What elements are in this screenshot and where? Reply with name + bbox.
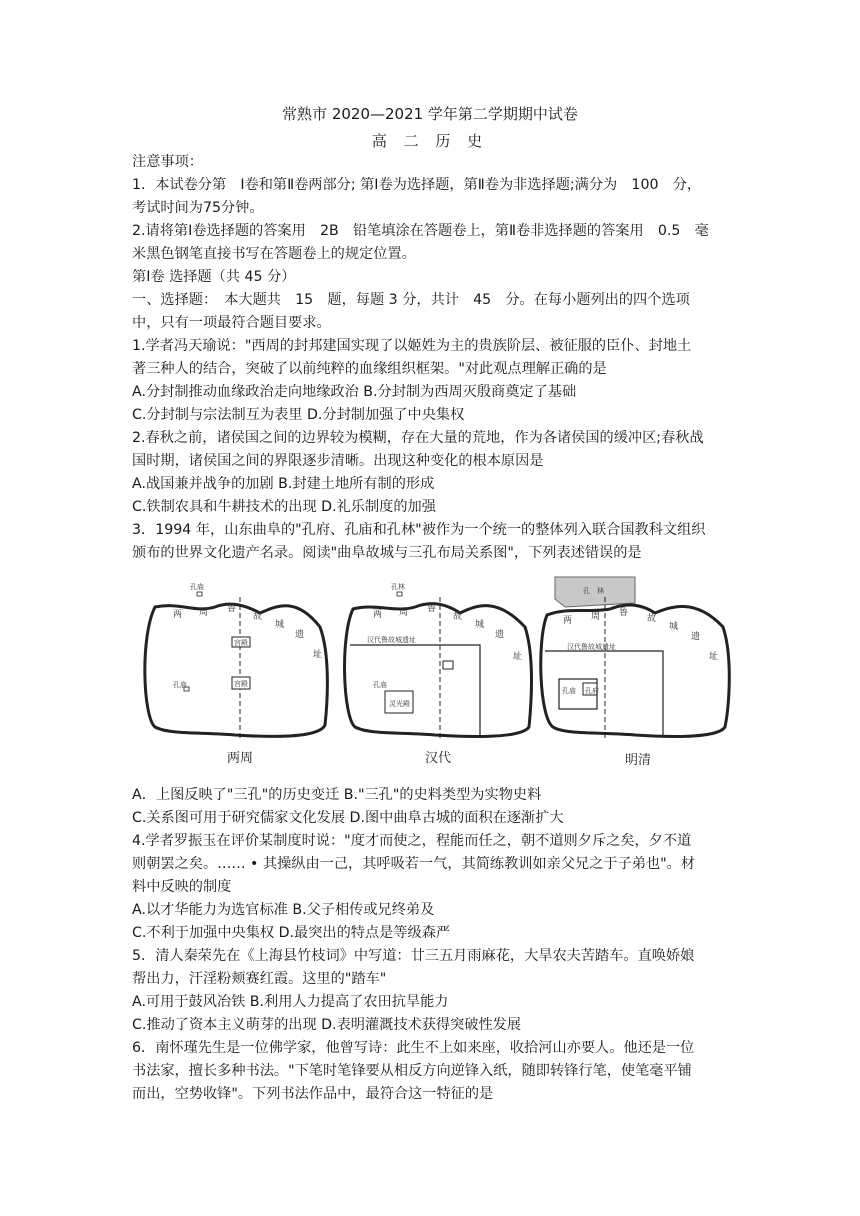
map-label: 周 xyxy=(399,608,409,618)
map-label: 遗 xyxy=(691,632,701,642)
text-line: 中，只有一项最符合题目要求。 xyxy=(132,315,331,331)
text-line: 颁布的世界文化遗产名录。阅读"曲阜故城与三孔布局关系图"，下列表述错误的是 xyxy=(132,545,642,561)
map-label: 址 xyxy=(513,652,523,662)
option-line: C.关系图可用于研究儒家文化发展 D.图中曲阜古城的面积在逐渐扩大 xyxy=(132,810,564,826)
map-label: 孔庙 xyxy=(373,681,387,689)
map-label: 两 xyxy=(173,610,183,620)
map-label: 孔庙 xyxy=(562,687,576,695)
question-5: 5．清人秦荣先在《上海县竹枝词》中写道：廿三五月雨麻花，大旱农夫苦踏车。直唤娇娘 xyxy=(132,948,695,964)
text-line: 注意事项： xyxy=(132,154,203,170)
label-kongmiao-top: 孔庙 xyxy=(190,583,204,591)
text-line: 料中反映的制度 xyxy=(132,879,232,895)
panel-handai xyxy=(345,582,532,766)
question-4: 4.学者罗振玉在评价某制度时说："度才而使之，程能而任之，朝不道则夕斥之矣，夕不道 xyxy=(132,833,692,849)
map-label: 址 xyxy=(313,650,323,660)
text-line: 著三种人的结合，突破了以前纯粹的血缘组织框架。"对此观点理解正确的是 xyxy=(132,361,607,377)
option-line: C.分封制与宗法制互为表里 D.分封制加强了中央集权 xyxy=(132,407,465,423)
option-line: C.推动了资本主义萌芽的出现 D.表明灌溉技术获得突破性发展 xyxy=(132,1017,522,1033)
map-label: 故 xyxy=(647,614,657,624)
map-label: 宫殿 xyxy=(234,680,248,688)
map-label: 汉代鲁故城遗址 xyxy=(367,636,416,644)
caption-handai: 汉代 xyxy=(425,751,452,766)
text-line: 帮出力，汗淫粉颊赛红霞。这里的"踏车" xyxy=(132,971,387,987)
map-label: 遗 xyxy=(495,630,505,640)
map-label: 孔 林 xyxy=(583,587,604,595)
text-line: 考试时间为75分钟。 xyxy=(132,200,264,216)
exam-subject: 高 二 历 史 xyxy=(371,132,489,150)
section-heading: 第Ⅰ卷 选择题（共 45 分） xyxy=(132,269,296,285)
text-line: 书法家，擅长多种书法。"下笔时笔锋要从相反方向逆锋入纸，随即转锋行笔，使笔毫平铺 xyxy=(132,1063,692,1079)
map-label: 故 xyxy=(453,612,463,622)
text-line: 国时期，诸侯国之间的界限逐步清晰。出现这种变化的根本原因是 xyxy=(132,453,544,469)
text-line: 1．本试卷分第 Ⅰ卷和第Ⅱ卷两部分; 第Ⅰ卷为选择题，第Ⅱ卷为非选择题;满分为 100 分， xyxy=(132,177,702,193)
option-line: C.铁制农具和牛耕技术的出现 D.礼乐制度的加强 xyxy=(132,499,436,515)
caption-liangzhou: 两周 xyxy=(227,751,254,766)
map-label: 汉代鲁故城遗址 xyxy=(567,643,616,651)
map-label: 周 xyxy=(199,608,209,618)
text-line: 而出，空势收锋"。下列书法作品中，最符合这一特征的是 xyxy=(132,1086,494,1102)
option-line: A．上图反映了"三孔"的历史变迁 B."三孔"的史料类型为实物史料 xyxy=(132,787,542,803)
map-label: 两 xyxy=(373,610,383,620)
map-label: 鲁 xyxy=(619,608,629,618)
panel-liangzhou xyxy=(145,582,328,766)
map-label: 宫殿 xyxy=(234,639,248,647)
option-line: C.不利于加强中央集权 D.最突出的特点是等级森严 xyxy=(132,925,451,941)
map-label: 鲁 xyxy=(227,604,237,614)
question-3: 3．1994 年，山东曲阜的"孔府、孔庙和孔林"被作为一个统一的整体列入联合国教科文组织 xyxy=(132,522,706,538)
option-line: A.以才华能力为选官标准 B.父子相传或兄终弟及 xyxy=(132,902,435,918)
qufu-layout-figure xyxy=(135,567,733,779)
map-label: 遗 xyxy=(295,630,305,640)
caption-mingqing: 明清 xyxy=(625,753,652,768)
question-1: 1.学者冯天瑜说："西周的封邦建国实现了以姬姓为主的贵族阶层、被征服的臣仆、封地土 xyxy=(132,338,692,354)
option-line: A.可用于鼓风冶铁 B.利用人力提高了农田抗旱能力 xyxy=(132,994,449,1010)
panel-mingqing xyxy=(541,577,730,768)
text-line: 则朝罢之矣。…… • 其操纵由一己，其呼吸若一气，其简练教训如亲父兄之于子弟也"。材 xyxy=(132,856,696,872)
map-label: 城 xyxy=(669,622,679,632)
map-label: 周 xyxy=(591,612,601,622)
map-label: 孔庙 xyxy=(173,681,187,689)
map-label: 城 xyxy=(275,620,285,630)
map-label: 址 xyxy=(709,652,719,662)
exam-title: 常熟市 2020—2021 学年第二学期期中试卷 xyxy=(282,105,578,123)
map-label: 城 xyxy=(475,620,485,630)
text-line: 2.请将第Ⅰ卷选择题的答案用 2B 铅笔填涂在答题卷上，第Ⅱ卷非选择题的答案用 0.5 毫 xyxy=(132,223,709,239)
question-2: 2.春秋之前，诸侯国之间的边界较为模糊，存在大量的荒地，作为各诸侯国的缓冲区;春秋战 xyxy=(132,430,704,446)
layout-diagram xyxy=(135,567,733,779)
map-label: 孔府 xyxy=(585,687,599,695)
map-label: 两 xyxy=(563,616,573,626)
text-line: 一、选择题： 本大题共 15 题，每题 3 分，共计 45 分。在每小题列出的四个选项 xyxy=(132,292,690,308)
map-label: 鲁 xyxy=(427,604,437,614)
text-line: 米黑色钢笔直接书写在答题卷上的规定位置。 xyxy=(132,246,416,262)
map-label: 故 xyxy=(253,612,263,622)
option-line: A.分封制推动血缘政治走向地缘政治 B.分封制为西周灭殷商奠定了基础 xyxy=(132,384,577,400)
map-label: 灵光殿 xyxy=(389,700,410,708)
question-6: 6．南怀瑾先生是一位佛学家，他曾写诗：此生不上如来座，收拾河山亦要人。他还是一位 xyxy=(132,1040,695,1056)
map-label: 孔林 xyxy=(391,583,405,591)
option-line: A.战国兼并战争的加剧 B.封建土地所有制的形成 xyxy=(132,476,435,492)
